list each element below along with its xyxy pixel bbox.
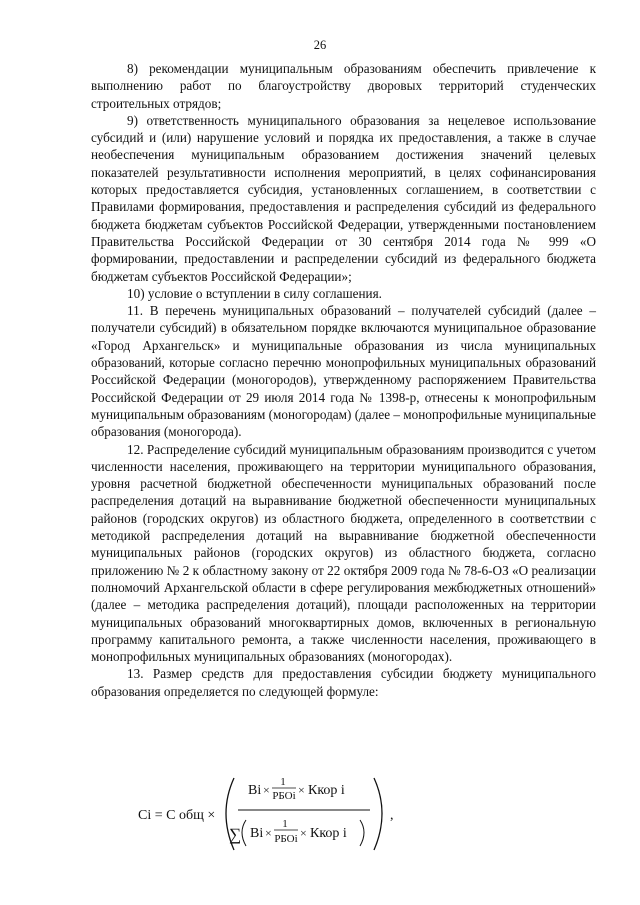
paragraph-12: 12. Распределение субсидий муниципальным образованиям производится с учетом численности населения, проживающего на территории муниципального образования, уровня расчетной бюджетной обеспеченности муниципальных образований после распределения дотаций на выравнивание бюджетной обеспеченности муниципальных районов (городских округов) из областного бюджета, определенного в соответствии с методикой распределения дотаций на выравнивание бюджетной обеспеченности муниципальных районов (городских округов) из областного бюджета, согласно приложению № 2 к областному закону от 22 октября 2009 года № 78-6-ОЗ «О реализации полномочий Архангельской области в сфере регулирования межбюджетных отношений» (далее – методика распределения дотаций), площади расположенных на территории муниципальных образований многоквартирных домов, включенных в региональную программу капитального ремонта, а также численности населения, проживающего в монопрофильных муниципальных образованиях (моногородах). — [91, 441, 596, 665]
formula-lhs: Ci = C общ × — [138, 808, 216, 823]
page-number: 26 — [313, 38, 327, 52]
denominator-rbo: РБОi — [274, 833, 298, 845]
subsidy-formula — [138, 768, 558, 858]
denominator-kkor: Ккор i — [310, 826, 347, 841]
denominator-bi: Bi — [250, 826, 264, 841]
paragraph-11: 11. В перечень муниципальных образований – получателей субсидий (далее – получатели субсидий) в обязательном порядке включаются муниципальное образование «Город Архангельск» и муниципальные образования из числа муниципальных образований, которые согласно перечню монопрофильных муниципальных образований Российской Федерации (моногородов), утвержденному распоряжением Правительства Российской Федерации от 29 июля 2014 года № 1398-р, отнесены к монопрофильным муниципальным образованиям (моногородам) (далее – монопрофильные муниципальные образования (моногорода). — [91, 303, 596, 440]
denominator-sum: ∑ — [229, 825, 242, 844]
numerator-times-1: × — [263, 783, 270, 797]
numerator-bi: Bi — [248, 783, 262, 798]
right-paren — [374, 778, 382, 850]
denominator-left-paren — [242, 820, 246, 846]
numerator-kkor: Ккор i — [308, 783, 345, 798]
numerator-times-2: × — [298, 783, 305, 797]
paragraph-item-9: 9) ответственность муниципального образования за нецелевое использование субсидий и (или) нарушение условий и порядка их предоставления, а также в случае необеспечения муниципальным образованием достижения значений целевых показателей результативности исполнения мероприятий, в целях софинансирования которых предоставляется субсидия, установленных соглашением, в соответствии с Правилами формирования, предоставления и распределения субсидий из федерального бюджета бюджетам субъектов Российской Федерации, утвержденными постановлением Правительства Российской Федерации от 30 сентября 2014 года № 999 «О формировании, предоставлении и распределении субсидий из федерального бюджета бюджетам субъектов Российской Федерации»; — [91, 112, 596, 284]
formula-trailing-comma: , — [390, 808, 394, 823]
denominator-times-2: × — [300, 826, 307, 840]
body-text — [91, 60, 596, 700]
denominator-right-paren — [360, 820, 364, 846]
formula-svg — [138, 768, 558, 858]
denominator-times-1: × — [265, 826, 272, 840]
paragraph-item-8: 8) рекомендации муниципальным образованиям обеспечить привлечение к выполнению работ по благоустройству дворовых территорий студенческих строительных отрядов; — [91, 61, 596, 111]
denominator-one: 1 — [282, 818, 288, 830]
paragraph-item-10: 10) условие о вступлении в силу соглашения. — [127, 285, 382, 301]
numerator-rbo: РБОi — [272, 790, 296, 802]
numerator-one: 1 — [280, 776, 286, 788]
paragraph-13: 13. Размер средств для предоставления субсидии бюджету муниципального образования определяется по следующей формуле: — [91, 666, 596, 699]
